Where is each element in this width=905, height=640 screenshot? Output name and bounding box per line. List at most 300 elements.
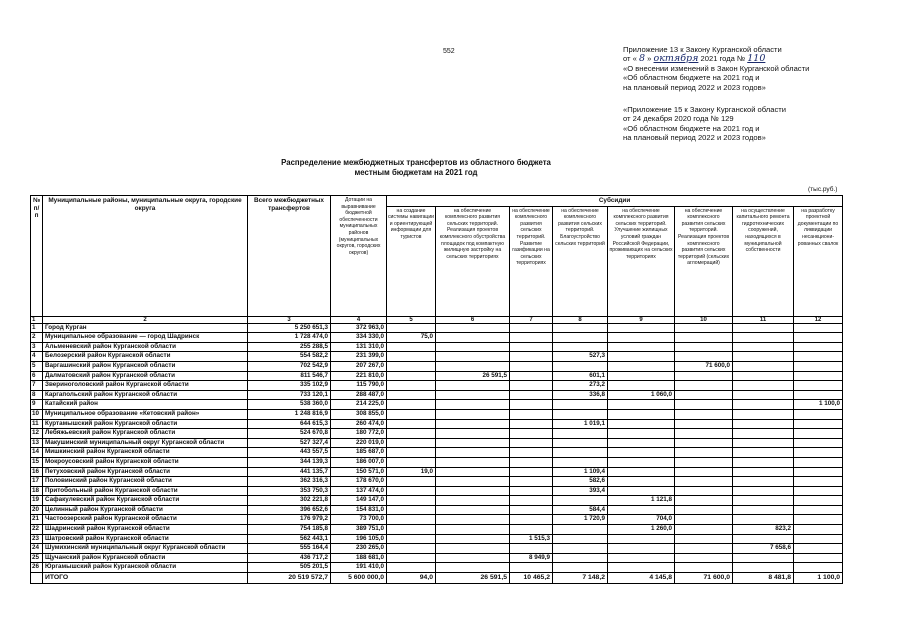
cell-c9 bbox=[608, 361, 675, 371]
cell-c6 bbox=[436, 457, 510, 467]
cell-c11 bbox=[733, 400, 794, 410]
cell-total: 562 443,1 bbox=[248, 534, 331, 544]
cell-c9 bbox=[608, 486, 675, 496]
district-name: Целинный район Курганской области bbox=[43, 505, 248, 515]
cell-dot: 214 225,0 bbox=[331, 400, 387, 410]
totals-blank bbox=[31, 573, 43, 584]
appendix-date-line bbox=[623, 54, 893, 63]
header-district: Муниципальные районы, муниципальные округа, городские округа bbox=[43, 196, 248, 317]
cell-c12 bbox=[794, 448, 843, 458]
cell-dot: 308 855,0 bbox=[331, 409, 387, 419]
cell-c11 bbox=[733, 323, 794, 333]
cell-c7 bbox=[510, 477, 553, 487]
cell-c12 bbox=[794, 457, 843, 467]
cell-c12 bbox=[794, 333, 843, 343]
cell-c5 bbox=[387, 448, 436, 458]
cell-c5: 19,0 bbox=[387, 467, 436, 477]
cell-c10 bbox=[675, 419, 733, 429]
row-number: 17 bbox=[31, 477, 43, 487]
table-row bbox=[31, 563, 843, 573]
cell-c9 bbox=[608, 505, 675, 515]
header-total: Всего межбюджетных трансфертов bbox=[248, 196, 331, 317]
cell-total: 733 120,1 bbox=[248, 390, 331, 400]
cell-c11 bbox=[733, 515, 794, 525]
district-name: Звериноголовский район Курганской области bbox=[43, 381, 248, 391]
row-number: 16 bbox=[31, 467, 43, 477]
row-number: 14 bbox=[31, 448, 43, 458]
cell-c6 bbox=[436, 553, 510, 563]
cell-c9 bbox=[608, 448, 675, 458]
cell-c11 bbox=[733, 553, 794, 563]
cell-c5 bbox=[387, 438, 436, 448]
cell-c8: 1 720,9 bbox=[553, 515, 608, 525]
cell-c11: 7 658,6 bbox=[733, 544, 794, 554]
table-row bbox=[31, 429, 843, 439]
cell-c6 bbox=[436, 477, 510, 487]
table-row bbox=[31, 390, 843, 400]
row-number: 23 bbox=[31, 534, 43, 544]
cell-c8: 601,1 bbox=[553, 371, 608, 381]
cell-c11 bbox=[733, 477, 794, 487]
cell-c8 bbox=[553, 333, 608, 343]
cell-c7 bbox=[510, 371, 553, 381]
cell-c6 bbox=[436, 438, 510, 448]
cell-c12 bbox=[794, 534, 843, 544]
district-name: Мокроусовский район Курганской области bbox=[43, 457, 248, 467]
cell-c9 bbox=[608, 438, 675, 448]
cell-c12 bbox=[794, 361, 843, 371]
appendix-line: Приложение 13 к Закону Курганской области bbox=[623, 45, 782, 54]
cell-c6 bbox=[436, 342, 510, 352]
cell-c6 bbox=[436, 333, 510, 343]
cell-dot: 207 267,0 bbox=[331, 361, 387, 371]
title-line: Распределение межбюджетных трансфертов из областного бюджета bbox=[281, 158, 551, 167]
total-c6: 26 591,5 bbox=[436, 573, 510, 584]
cell-dot: 372 963,0 bbox=[331, 323, 387, 333]
cell-c5 bbox=[387, 553, 436, 563]
cell-c5 bbox=[387, 563, 436, 573]
cell-c8: 273,2 bbox=[553, 381, 608, 391]
cell-dot: 288 487,0 bbox=[331, 390, 387, 400]
table-row bbox=[31, 323, 843, 333]
district-name: Мишкинский район Курганской области bbox=[43, 448, 248, 458]
header-s10: на обеспечение комплексного развития сельских территорий. Реализация проектов комплексного развития сельских территорий (сельских агломераций) bbox=[675, 206, 733, 316]
column-number: 1 bbox=[31, 316, 43, 323]
cell-c9 bbox=[608, 467, 675, 477]
cell-c11 bbox=[733, 496, 794, 506]
cell-c9: 1 060,0 bbox=[608, 390, 675, 400]
cell-c8 bbox=[553, 448, 608, 458]
cell-c5 bbox=[387, 534, 436, 544]
cell-c5 bbox=[387, 342, 436, 352]
cell-c7 bbox=[510, 342, 553, 352]
cell-c8 bbox=[553, 409, 608, 419]
row-number: 4 bbox=[31, 352, 43, 362]
table-row bbox=[31, 486, 843, 496]
cell-c9 bbox=[608, 429, 675, 439]
cell-c7 bbox=[510, 333, 553, 343]
cell-c9 bbox=[608, 534, 675, 544]
cell-c6 bbox=[436, 381, 510, 391]
table-row bbox=[31, 534, 843, 544]
cell-c9 bbox=[608, 333, 675, 343]
cell-total: 527 327,4 bbox=[248, 438, 331, 448]
district-name: Куртамышский район Курганской области bbox=[43, 419, 248, 429]
cell-c5 bbox=[387, 361, 436, 371]
cell-total: 5 250 651,3 bbox=[248, 323, 331, 333]
cell-dot: 221 810,0 bbox=[331, 371, 387, 381]
cell-c5 bbox=[387, 496, 436, 506]
cell-c5 bbox=[387, 457, 436, 467]
cell-c9 bbox=[608, 371, 675, 381]
cell-c6 bbox=[436, 448, 510, 458]
cell-c12 bbox=[794, 563, 843, 573]
cell-c10 bbox=[675, 563, 733, 573]
district-name: Белозерский район Курганской области bbox=[43, 352, 248, 362]
cell-c6 bbox=[436, 496, 510, 506]
cell-c12 bbox=[794, 544, 843, 554]
district-name: Юргамышский район Курганской области bbox=[43, 563, 248, 573]
cell-total: 362 316,3 bbox=[248, 477, 331, 487]
cell-c11 bbox=[733, 467, 794, 477]
cell-c12 bbox=[794, 352, 843, 362]
cell-c9 bbox=[608, 352, 675, 362]
header-s8: на обеспечение комплексного развития сельских территорий. Благоустройство сельских территорий bbox=[553, 206, 608, 316]
cell-c10 bbox=[675, 515, 733, 525]
cell-c7 bbox=[510, 323, 553, 333]
cell-total: 353 750,3 bbox=[248, 486, 331, 496]
cell-c10 bbox=[675, 352, 733, 362]
district-name: Шатровский район Курганской области bbox=[43, 534, 248, 544]
cell-c7 bbox=[510, 563, 553, 573]
column-number: 7 bbox=[510, 316, 553, 323]
row-number: 25 bbox=[31, 553, 43, 563]
cell-dot: 231 399,0 bbox=[331, 352, 387, 362]
column-number: 2 bbox=[43, 316, 248, 323]
cell-c8 bbox=[553, 361, 608, 371]
cell-c12 bbox=[794, 505, 843, 515]
district-name: Сафакулевский район Курганской области bbox=[43, 496, 248, 506]
cell-c12: 1 100,0 bbox=[794, 400, 843, 410]
row-number: 3 bbox=[31, 342, 43, 352]
cell-c7 bbox=[510, 448, 553, 458]
cell-c10 bbox=[675, 525, 733, 535]
cell-c7 bbox=[510, 429, 553, 439]
appendix-line: на плановый период 2022 и 2023 годов» bbox=[623, 82, 766, 92]
cell-total: 176 979,2 bbox=[248, 515, 331, 525]
row-number: 7 bbox=[31, 381, 43, 391]
cell-c5 bbox=[387, 352, 436, 362]
cell-c5 bbox=[387, 400, 436, 410]
cell-dot: 150 571,0 bbox=[331, 467, 387, 477]
cell-c11: 823,2 bbox=[733, 525, 794, 535]
cell-c12 bbox=[794, 323, 843, 333]
cell-c12 bbox=[794, 390, 843, 400]
cell-c10 bbox=[675, 477, 733, 487]
appendix-line: «Об областном бюджете на 2021 год и bbox=[623, 73, 760, 83]
cell-c6 bbox=[436, 323, 510, 333]
appendix-line: «Приложение 15 к Закону Курганской области bbox=[623, 105, 786, 114]
cell-c6 bbox=[436, 409, 510, 419]
cell-c6 bbox=[436, 486, 510, 496]
total-dot: 5 600 000,0 bbox=[331, 573, 387, 584]
cell-c11 bbox=[733, 361, 794, 371]
cell-c5 bbox=[387, 390, 436, 400]
cell-c12 bbox=[794, 409, 843, 419]
row-number: 1 bbox=[31, 323, 43, 333]
cell-c9 bbox=[608, 409, 675, 419]
cell-total: 443 557,5 bbox=[248, 448, 331, 458]
cell-dot: 188 681,0 bbox=[331, 553, 387, 563]
cell-c5 bbox=[387, 419, 436, 429]
district-name: Петуховский район Курганской области bbox=[43, 467, 248, 477]
cell-c7 bbox=[510, 467, 553, 477]
cell-c6 bbox=[436, 352, 510, 362]
cell-c11 bbox=[733, 438, 794, 448]
cell-c10 bbox=[675, 323, 733, 333]
district-name: Муниципальное образование «Кетовский район» bbox=[43, 409, 248, 419]
cell-c11 bbox=[733, 429, 794, 439]
cell-total: 702 542,9 bbox=[248, 361, 331, 371]
cell-c10 bbox=[675, 409, 733, 419]
cell-c12 bbox=[794, 553, 843, 563]
row-number: 22 bbox=[31, 525, 43, 535]
header-s7: на обеспечение комплексного развития сельских территорий. Развитие газификации на сельских территориях bbox=[510, 206, 553, 316]
cell-total: 538 360,0 bbox=[248, 400, 331, 410]
cell-c12 bbox=[794, 486, 843, 496]
table-row bbox=[31, 477, 843, 487]
units-label: (тыс.руб.) bbox=[808, 186, 838, 193]
table-row bbox=[31, 409, 843, 419]
cell-c7 bbox=[510, 390, 553, 400]
cell-c11 bbox=[733, 352, 794, 362]
page-number: 552 bbox=[443, 48, 455, 55]
row-number: 19 bbox=[31, 496, 43, 506]
cell-c7 bbox=[510, 352, 553, 362]
cell-c9 bbox=[608, 381, 675, 391]
cell-c10 bbox=[675, 438, 733, 448]
cell-c6 bbox=[436, 525, 510, 535]
cell-dot: 178 670,0 bbox=[331, 477, 387, 487]
column-numbers-row bbox=[31, 316, 843, 323]
cell-c9 bbox=[608, 342, 675, 352]
appendix-line: «О внесении изменений в Закон Курганской области bbox=[623, 63, 810, 73]
cell-dot: 149 147,0 bbox=[331, 496, 387, 506]
cell-c10: 71 600,0 bbox=[675, 361, 733, 371]
row-number: 6 bbox=[31, 371, 43, 381]
date-mid: » bbox=[647, 54, 652, 64]
header-s11: на осуществление капитального ремонта гидротехнических сооружений, находящихся в муниципальной собственности bbox=[733, 206, 794, 316]
cell-total: 302 221,8 bbox=[248, 496, 331, 506]
cell-c12 bbox=[794, 429, 843, 439]
cell-c9: 1 260,0 bbox=[608, 525, 675, 535]
cell-c9 bbox=[608, 563, 675, 573]
date-day-handwritten: 8 bbox=[639, 53, 646, 65]
cell-c6 bbox=[436, 400, 510, 410]
cell-c5 bbox=[387, 409, 436, 419]
table-row bbox=[31, 352, 843, 362]
cell-c10 bbox=[675, 342, 733, 352]
cell-dot: 220 019,0 bbox=[331, 438, 387, 448]
totals-row bbox=[31, 573, 843, 584]
table-row bbox=[31, 381, 843, 391]
column-number: 10 bbox=[675, 316, 733, 323]
total-c8: 7 148,2 bbox=[553, 573, 608, 584]
cell-dot: 196 105,0 bbox=[331, 534, 387, 544]
row-number: 2 bbox=[31, 333, 43, 343]
cell-c5 bbox=[387, 544, 436, 554]
column-number: 5 bbox=[387, 316, 436, 323]
totals-label: ИТОГО bbox=[43, 573, 248, 584]
cell-c7 bbox=[510, 438, 553, 448]
header-s5: на создание системы навигации и ориентирующей информации для туристов bbox=[387, 206, 436, 316]
district-name: Катайский район bbox=[43, 400, 248, 410]
cell-c11 bbox=[733, 342, 794, 352]
cell-c12 bbox=[794, 477, 843, 487]
cell-c8: 527,3 bbox=[553, 352, 608, 362]
cell-total: 524 670,8 bbox=[248, 429, 331, 439]
table-row bbox=[31, 448, 843, 458]
row-number: 15 bbox=[31, 457, 43, 467]
cell-c6 bbox=[436, 419, 510, 429]
table-row bbox=[31, 333, 843, 343]
cell-total: 811 546,7 bbox=[248, 371, 331, 381]
title-line: местным бюджетам на 2021 год bbox=[354, 167, 478, 177]
cell-total: 396 652,6 bbox=[248, 505, 331, 515]
district-name: Далматовский район Курганской области bbox=[43, 371, 248, 381]
table-row bbox=[31, 342, 843, 352]
cell-c5 bbox=[387, 371, 436, 381]
table-row bbox=[31, 361, 843, 371]
cell-c8 bbox=[553, 534, 608, 544]
total-c10: 71 600,0 bbox=[675, 573, 733, 584]
cell-dot: 230 265,0 bbox=[331, 544, 387, 554]
cell-c5: 75,0 bbox=[387, 333, 436, 343]
cell-c7 bbox=[510, 486, 553, 496]
cell-dot: 389 751,0 bbox=[331, 525, 387, 535]
cell-c7 bbox=[510, 505, 553, 515]
cell-dot: 260 474,0 bbox=[331, 419, 387, 429]
cell-c8: 1 109,4 bbox=[553, 467, 608, 477]
cell-c6 bbox=[436, 515, 510, 525]
table-row bbox=[31, 544, 843, 554]
cell-c12 bbox=[794, 438, 843, 448]
cell-total: 644 615,3 bbox=[248, 419, 331, 429]
cell-c8: 393,4 bbox=[553, 486, 608, 496]
cell-c7 bbox=[510, 409, 553, 419]
cell-c12 bbox=[794, 525, 843, 535]
total-c5: 94,0 bbox=[387, 573, 436, 584]
column-number: 3 bbox=[248, 316, 331, 323]
cell-c9 bbox=[608, 457, 675, 467]
cell-c8 bbox=[553, 553, 608, 563]
column-number: 12 bbox=[794, 316, 843, 323]
cell-c8 bbox=[553, 429, 608, 439]
cell-c11 bbox=[733, 333, 794, 343]
cell-c10 bbox=[675, 429, 733, 439]
cell-c10 bbox=[675, 505, 733, 515]
appendix-original bbox=[623, 105, 893, 143]
cell-c5 bbox=[387, 525, 436, 535]
cell-c8 bbox=[553, 438, 608, 448]
table-row bbox=[31, 400, 843, 410]
cell-c8 bbox=[553, 457, 608, 467]
cell-c8: 584,4 bbox=[553, 505, 608, 515]
appendix-line: от 24 декабря 2020 года № 129 bbox=[623, 114, 734, 124]
cell-total: 505 201,5 bbox=[248, 563, 331, 573]
column-number: 6 bbox=[436, 316, 510, 323]
cell-c7 bbox=[510, 525, 553, 535]
cell-c9 bbox=[608, 553, 675, 563]
cell-c5 bbox=[387, 486, 436, 496]
cell-total: 1 728 474,0 bbox=[248, 333, 331, 343]
district-name: Город Курган bbox=[43, 323, 248, 333]
row-number: 18 bbox=[31, 486, 43, 496]
row-number: 9 bbox=[31, 400, 43, 410]
cell-c12 bbox=[794, 342, 843, 352]
row-number: 26 bbox=[31, 563, 43, 573]
cell-c7 bbox=[510, 419, 553, 429]
cell-c8: 1 019,1 bbox=[553, 419, 608, 429]
cell-c5 bbox=[387, 477, 436, 487]
row-number: 13 bbox=[31, 438, 43, 448]
cell-c8 bbox=[553, 400, 608, 410]
table-row bbox=[31, 419, 843, 429]
total-c12: 1 100,0 bbox=[794, 573, 843, 584]
cell-total: 441 135,7 bbox=[248, 467, 331, 477]
table-row bbox=[31, 525, 843, 535]
cell-total: 554 582,2 bbox=[248, 352, 331, 362]
cell-c7 bbox=[510, 496, 553, 506]
cell-c12 bbox=[794, 467, 843, 477]
cell-total: 754 185,8 bbox=[248, 525, 331, 535]
cell-c9 bbox=[608, 544, 675, 554]
date-year: 2021 года № bbox=[700, 54, 746, 64]
table-row bbox=[31, 553, 843, 563]
cell-c7: 1 515,3 bbox=[510, 534, 553, 544]
row-number: 24 bbox=[31, 544, 43, 554]
cell-c11 bbox=[733, 534, 794, 544]
district-name: Муниципальное образование — город Шадринск bbox=[43, 333, 248, 343]
district-name: Щучанский район Курганской области bbox=[43, 553, 248, 563]
cell-c9 bbox=[608, 419, 675, 429]
cell-c10 bbox=[675, 496, 733, 506]
district-name: Шумихинский муниципальный округ Курганской области bbox=[43, 544, 248, 554]
cell-c7 bbox=[510, 544, 553, 554]
document-title bbox=[230, 158, 602, 177]
district-name: Альменевский район Курганской области bbox=[43, 342, 248, 352]
cell-c6 bbox=[436, 563, 510, 573]
cell-c11 bbox=[733, 371, 794, 381]
district-name: Лебяжьевский район Курганской области bbox=[43, 429, 248, 439]
table-row bbox=[31, 371, 843, 381]
cell-c11 bbox=[733, 486, 794, 496]
cell-c11 bbox=[733, 563, 794, 573]
cell-total: 255 288,5 bbox=[248, 342, 331, 352]
table-row bbox=[31, 505, 843, 515]
district-name: Шадринский район Курганской области bbox=[43, 525, 248, 535]
row-number: 8 bbox=[31, 390, 43, 400]
cell-c12 bbox=[794, 515, 843, 525]
table-row bbox=[31, 496, 843, 506]
cell-c11 bbox=[733, 448, 794, 458]
cell-c10 bbox=[675, 544, 733, 554]
cell-c5 bbox=[387, 505, 436, 515]
row-number: 10 bbox=[31, 409, 43, 419]
table-row bbox=[31, 438, 843, 448]
header-s12: на разработку проектной документации по ликвидации несанкциони-рованных свалок bbox=[794, 206, 843, 316]
cell-c10 bbox=[675, 371, 733, 381]
